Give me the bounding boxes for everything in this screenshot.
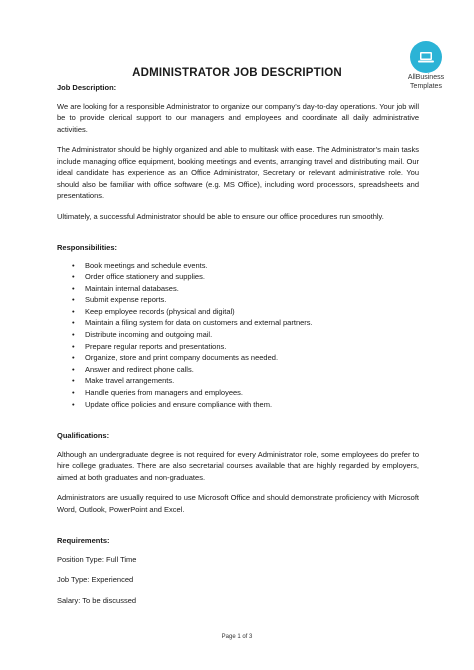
list-item: • Order office stationery and supplies. xyxy=(57,271,419,283)
list-item: • Submit expense reports. xyxy=(57,294,419,306)
list-item: • Handle queries from managers and employees. xyxy=(57,387,419,399)
responsibilities-list xyxy=(57,260,419,411)
qualifications-heading: Qualifications: xyxy=(57,431,110,441)
job-description-paragraph: We are looking for a responsible Administrator to organize our company’s day-to-day operations. Your job will be to provide clerical support to our managers and employees and coordinate all daily administrative activities. xyxy=(57,101,419,134)
list-item: • Maintain internal databases. xyxy=(57,283,419,295)
list-item: • Prepare regular reports and presentations. xyxy=(57,341,419,353)
job-description-heading: Job Description: xyxy=(57,83,117,92)
list-item: • Update office policies and ensure compliance with them. xyxy=(57,399,419,411)
page-number: Page 1 of 3 xyxy=(221,634,253,640)
list-item: • Distribute incoming and outgoing mail. xyxy=(57,329,419,341)
position-type: Position Type: Full Time xyxy=(57,554,137,564)
list-item: • Organize, store and print company documents as needed. xyxy=(57,352,419,364)
list-item: • Answer and redirect phone calls. xyxy=(57,364,419,376)
job-description-paragraph: The Administrator should be highly organized and able to multitask with ease. The Administrator’s main tasks include managing office equipment, booking meetings and events, arranging travel and distributing mail. Our ideal candidate has experience as an Office Administrator, Secretary or relevant administrative role. You should also be familiar with office software (e.g. MS Office), including word processors, spreadsheets and presentations. xyxy=(57,145,419,200)
job-type: Job Type: Experienced xyxy=(57,575,134,585)
list-item: • Book meetings and schedule events. xyxy=(57,260,419,272)
qualifications-paragraph: Although an undergraduate degree is not required for every Administrator role, some employees do prefer to hire college graduates. There are also secretarial courses available that are highly regarded by employers, aimed at both graduates and non-graduates. xyxy=(57,449,419,482)
list-item: • Make travel arrangements. xyxy=(57,375,419,387)
list-item: • Maintain a filing system for data on customers and external partners. xyxy=(57,317,419,329)
responsibilities-heading: Responsibilities: xyxy=(57,243,118,252)
requirements-heading: Requirements: xyxy=(57,536,110,546)
logo-text-line2: Templates xyxy=(410,83,442,90)
salary: Salary: To be discussed xyxy=(57,595,137,605)
job-description-paragraph: Ultimately, a successful Administrator should be able to ensure our office procedures run smoothly. xyxy=(57,211,384,221)
logo-text-line1: AllBusiness xyxy=(407,74,445,81)
list-item: • Keep employee records (physical and digital) xyxy=(57,306,419,318)
page-title: ADMINISTRATOR JOB DESCRIPTION xyxy=(132,67,342,79)
document-body xyxy=(57,82,419,606)
qualifications-paragraph: Administrators are usually required to use Microsoft Office and should demonstrate proficiency with Microsoft Word, Outlook, PowerPoint and Excel. xyxy=(57,493,419,514)
